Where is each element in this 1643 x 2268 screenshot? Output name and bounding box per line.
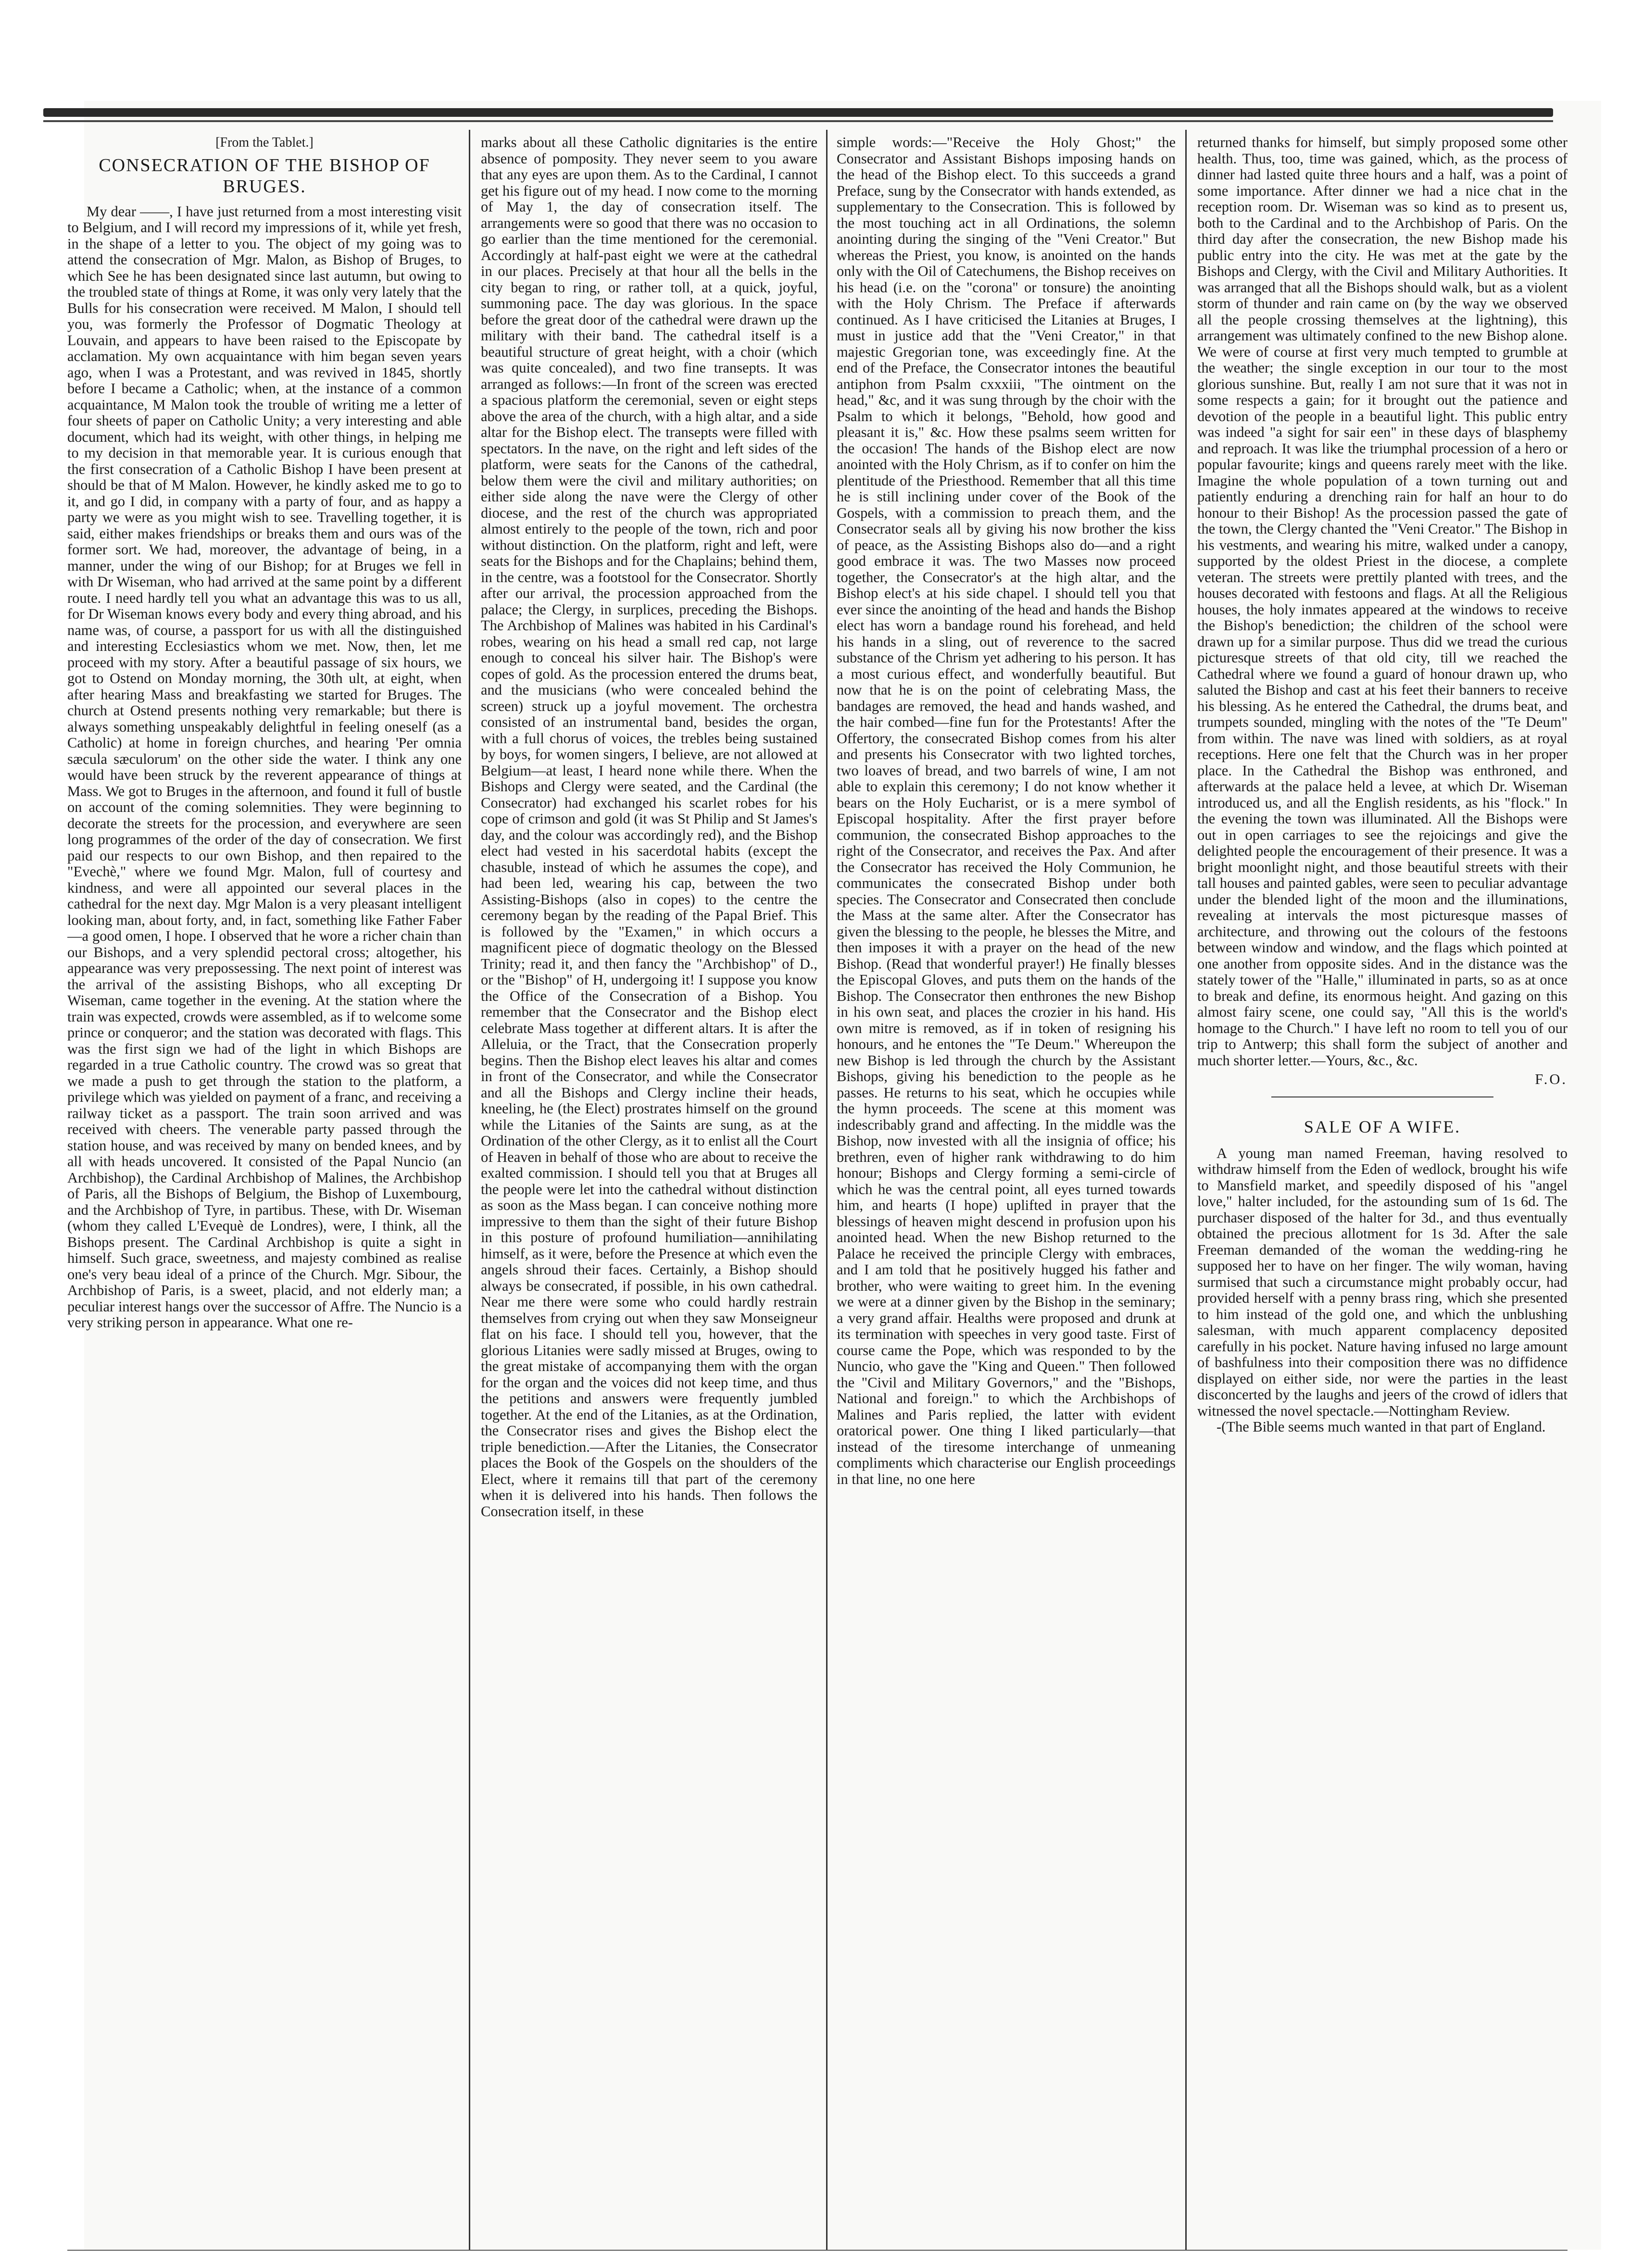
article-signoff: F.O. [1535, 1071, 1568, 1087]
column-4 [1197, 135, 1568, 2245]
column-1 [67, 135, 462, 2245]
column-rule [1185, 130, 1187, 2250]
top-thin-rule [43, 120, 1553, 122]
article-headline: CONSECRATION OF THE BISHOP OF BRUGES. [99, 155, 430, 197]
column-rule [826, 130, 828, 2250]
column-3 [837, 135, 1176, 2245]
column-rule [469, 130, 470, 2250]
bottom-rule [67, 2250, 1568, 2251]
column-2 [481, 135, 817, 2245]
article-body-col1: My dear ——, I have just returned from a most interesting visit to Belgium, and I will record my impressions of it, while yet fresh, in the shape of a letter to you. The object of my going was to attend the consecration of Mgr. Malon, as Bishop of Bruges, to which See he has been designated since last autumn, but owing to the troubled state of things at Rome, it was only very lately that the Bulls for his consecration were received. M Malon, I should tell you, was formerly the Professor of Dogmatic Theology at Louvain, and appears to have been raised to the Episcopate by acclamation. My own acquaintance with him began seven years ago, when I was a Protestant, and was revived in 1845, shortly before I became a Catholic; when, at the instance of a common acquaintance, M Malon took the trouble of writing me a letter of four sheets of paper on Catholic Unity; a very interesting and able document, which had its weight, with other things, in helping me to my decision in that memorable year. It is curious enough that the first consecration of a Catholic Bishop I have been present at should be that of M Malon. However, he kindly asked me to go to it, and go I did, in company with a party of four, and as happy a party we were as you might wish to see. Travelling together, it is said, either makes friendships or breaks them and ours was of the former sort. We had, moreover, the advantage of being, in a manner, under the wing of our Bishop; for at Bruges we fell in with Dr Wiseman, who had arrived at the same point by a different route. I need hardly tell you what an advantage this was to us all, for Dr Wiseman knows every body and every thing abroad, and his name was, of course, a passport for us with all the distinguished and interesting Ecclesiastics whom we met. Now, then, let me proceed with my story. After a beautiful passage of six hours, we got to Ostend on Monday morning, the 30th ult, at eight, when after hearing Mass and breakfasting we started for Bruges. The church at Ostend presents nothing very remarkable; but there is always something unspeakably delightful in feeling oneself (as a Catholic) at home in foreign churches, and hearing 'Per omnia sæcula sæculorum' on the other side the water. I think any one would have been struck by the reverent appearance of things at Mass. We got to Bruges in the afternoon, and found it full of bustle on account of the coming solemnities. They were beginning to decorate the streets for the procession, and everywhere are seen long programmes of the order of the day of consecration. We first paid our respects to our own Bishop, and then repaired to the "Evechè," where we found Mgr. Malon, full of courtesy and kindness, and were all appointed our several places in the cathedral for the next day. Mgr Malon is a very pleasant intelligent looking man, about forty, and, in fact, something like Father Faber—a good omen, I hope. I observed that he wore a richer chain than our Bishops, and a very splendid pectoral cross; altogether, his appearance was very prepossessing. The next point of interest was the arrival of the assisting Bishops, who all excepting Dr Wiseman, came together in the evening. At the station where the train was expected, crowds were assembled, as if to welcome some prince or conqueror; and the station was decorated with flags. This was the first sign we had of the light in which Bishops are regarded in a true Catholic country. The crowd was so great that we made a push to get through the station to the platform, a privilege which was yielded on payment of a franc, and receiving a railway ticket as a passport. The train soon arrived and was received with cheers. The venerable party passed through the station house, and was received by many on bended knees, and by all with heads uncovered. It consisted of the Papal Nuncio (an Archbishop), the Cardinal Archbishop of Malines, the Archbishop of Paris, all the Bishops of Belgium, the Bishop of Luxembourg, and the Archbishop of Tyre, in partibus. These, with Dr. Wiseman (whom they called L'Evequè de Londres), were, I think, all the Bishops present. The Cardinal Archbishop is quite a sight in himself. Such grace, sweetness, and majesty combined as realise one's very beau ideal of a prince of the Church. Mgr. Sibour, the Archbishop of Paris, is a sweet, placid, and not elderly man; a peculiar interest hangs over the successor of Affre. The Nuncio is a very striking person in appearance. What one re- [67, 203, 462, 1331]
article-body-col3: simple words:—"Receive the Holy Ghost;" the Consecrator and Assistant Bishops imposing hands on the head of the Bishop elect. To this succeeds a grand Preface, sung by the Consecrator with hands extended, as supplementary to the Consecration. This is followed by the most touching act in all Ordinations, the solemn anointing during the singing of the "Veni Creator." But whereas the Priest, you know, is anointed on the hands only with the Oil of Catechumens, the Bishop receives on his head (i.e. on the "corona" or tonsure) the anointing with the Holy Chrism. The Preface if afterwards continued. As I have criticised the Litanies at Bruges, I must in justice add that the "Veni Creator," in that majestic Gregorian tone, was exceedingly fine. At the end of the Preface, the Consecrator intones the beautiful antiphon from Psalm cxxxiii, "The ointment on the head," &c, and it was sung through by the choir with the Psalm to which it belongs, "Behold, how good and pleasant it is," &c. How these psalms seem written for the occasion! The hands of the Bishop elect are now anointed with the Holy Chrism, as if to confer on him the plentitude of the Priesthood. Remember that all this time he is still inclining under cover of the Book of the Gospels, with a commission to preach them, and the Consecrator seals all by giving his now brother the kiss of peace, as the Assisting Bishops also do—and a right good embrace it was. The two Masses now proceed together, the Consecrator's at the high altar, and the Bishop elect's at his side chapel. I should tell you that ever since the anointing of the head and hands the Bishop elect has worn a bandage round his forehead, and held his hands in a sling, out of reverence to the sacred substance of the Chrism yet adhering to his person. It has a most curious effect, and wonderfully beautiful. But now that he is on the point of celebrating Mass, the bandages are removed, the head and hands washed, and the hair combed—fine fun for the Protestants! After the Offertory, the consecrated Bishop comes from his alter and presents his Consecrator with two lighted torches, two loaves of bread, and two barrels of wine, I am not able to explain this ceremony; I do not know whether it bears on the Holy Eucharist, or is a mere symbol of Episcopal hospitality. After the first prayer before communion, the consecrated Bishop approaches to the right of the Consecrator, and receives the Pax. And after the Consecrator has received the Holy Communion, he communicates the consecrated Bishop under both species. The Consecrator and Consecrated then conclude the Mass at the same alter. After the Consecrator has given the blessing to the people, he blesses the Mitre, and then imposes it with a prayer on the head of the new Bishop. (Read that wonderful prayer!) He finally blesses the Episcopal Gloves, and puts them on the hands of the Bishop. The Consecrator then enthrones the new Bishop in his own seat, and places the crozier in his hand. His own mitre is removed, as if in token of resigning his honours, and he entones the "Te Deum." Whereupon the new Bishop is led through the church by the Assistant Bishops, giving his benediction to the people as he passes. He returns to his seat, which he occupies while the hymn proceeds. The scene at this moment was indescribably grand and affecting. In the middle was the Bishop, now invested with all the insignia of office; his brethren, even of higher rank withdrawing to do him honour; Bishops and Clergy forming a semi-circle of which he was the central point, all eyes turned towards him, and hearts (I hope) uplifted in prayer that the blessings of heaven might descend in profusion upon his anointed head. When the new Bishop returned to the Palace he received the principle Clergy with embraces, and I am told that he positively hugged his father and brother, who were waiting to greet him. In the evening we were at a dinner given by the Bishop in the seminary; a very grand affair. Healths were proposed and drunk at its termination with speeches in very good taste. First of course came the Pope, which was responded to by the Nuncio, who gave the "King and Queen." Then followed the "Civil and Military Governors," and the "Bishops, National and foreign." to which the Archbishops of Malines and Paris replied, the latter with evident oratorical power. One thing I liked particularly—that instead of the tiresome interchange of unmeaning compliments which characterise our English proceedings in that line, no one here [837, 135, 1176, 1487]
second-article-footnote: -(The Bible seems much wanted in that part of England. [1217, 1419, 1546, 1435]
source-line: [From the Tablet.] [215, 135, 314, 150]
top-decorative-rule [43, 108, 1553, 117]
second-article-headline: SALE OF A WIFE. [1304, 1117, 1461, 1136]
article-body-col2: marks about all these Catholic dignitaries is the entire absence of pomposity. They never seem to you aware that any eyes are upon them. As to the Cardinal, I cannot get his figure out of my head. I now come to the morning of May 1, the day of consecration itself. The arrangements were so good that there was no occasion to go earlier than the time mentioned for the ceremonial. Accordingly at half-past eight we were at the cathedral in our places. Precisely at that hour all the bells in the city began to ring, or rather toll, at a quick, joyful, summoning pace. The day was glorious. In the space before the great door of the cathedral were drawn up the military with their band. The cathedral itself is a beautiful structure of great height, with a choir (which was quite concealed), and two fine transepts. It was arranged as follows:—In front of the screen was erected a spacious platform the ceremonial, seven or eight steps above the area of the church, with a high altar, and a side altar for the Bishop elect. The transepts were filled with spectators. In the nave, on the right and left sides of the platform, were seats for the Canons of the cathedral, below them were the civil and military authorities; on either side along the nave were the Clergy of other diocese, and the rest of the church was appropriated almost entirely to the people of the town, rich and poor without distinction. On the platform, right and left, were seats for the Bishops and for the Chaplains; behind them, in the centre, was a footstool for the Consecrator. Shortly after our arrival, the procession approached from the palace; the Clergy, in surplices, preceding the Bishops. The Archbishop of Malines was habited in his Cardinal's robes, wearing on his head a small red cap, not large enough to conceal his silver hair. The Bishop's were copes of gold. As the procession entered the drums beat, and the musicians (who were concealed behind the screen) struck up a joyful movement. The orchestra consisted of an instrumental band, besides the organ, with a full chorus of voices, the trebles being sustained by boys, for women singers, I believe, are not allowed at Belgium—at least, I heard none while there. When the Bishops and Clergy were seated, and the Cardinal (the Consecrator) had exchanged his scarlet robes for his cope of crimson and gold (it was St Philip and St James's day, and the colour was accordingly red), and the Bishop elect had vested in his sacerdotal habits (except the chasuble, instead of which he assumes the cope), and had been led, wearing his cap, between the two Assisting-Bishops (also in copes) to the centre the ceremony began by the reading of the Papal Brief. This is followed by the "Examen," in which occurs a magnificent piece of dogmatic theology on the Blessed Trinity; read it, and then fancy the "Archbishop" of D., or the "Bishop" of H, undergoing it! I suppose you know the Office of the Consecration of a Bishop. You remember that the Consecrator and the Bishop elect celebrate Mass together at different altars. It is after the Alleluia, or the Tract, that the Consecration properly begins. Then the Bishop elect leaves his altar and comes in front of the Consecrator, and while the Consecrator and all the Bishops and Clergy incline their heads, kneeling, he (the Elect) prostrates himself on the ground while the Litanies of the Saints are sung, as at the Ordination of the other Clergy, as it to enlist all the Court of Heaven in behalf of those who are about to receive the exalted commission. I should tell you that at Bruges all the people were let into the cathedral without distinction as soon as the Mass began. I can conceive nothing more impressive to them than the sight of their future Bishop in this posture of profound humiliation—annihilating himself, as it were, before the Presence at which even the angels shroud their faces. Certainly, a Bishop should always be consecrated, if possible, in his own cathedral. Near me there were some who could hardly restrain themselves from crying out when they saw Monseigneur flat on his face. I should tell you, however, that the glorious Litanies were sadly missed at Bruges, owing to the great mistake of accompanying them with the organ for the organ and the voices did not keep time, and thus the petitions and answers were frequently jumbled together. At the end of the Litanies, as at the Ordination, the Consecrator rises and gives the Bishop elect the triple benediction.—After the Litanies, the Consecrator places the Book of the Gospels on the shoulders of the Elect, where it remains till that part of the ceremony when it is delivered into his hands. Then follows the Consecration itself, in these [481, 135, 817, 1520]
second-article-body: A young man named Freeman, having resolved to withdraw himself from the Eden of wedlock, brought his wife to Mansfield market, and speedily disposed of his "angel love," halter included, for the astounding sum of 1s 6d. The purchaser disposed of the halter for 3d., and thus eventually obtained the precious allotment for 1s 3d. After the sale Freeman demanded of the woman the wedding-ring he supposed her to have on her finger. The wily woman, having surmised that such a circumstance might probably occur, had provided herself with a penny brass ring, which she presented to him instead of the gold one, and which the unblushing salesman, with much apparent complacency deposited carefully in his pocket. Nature having infused no large amount of bashfulness into their composition there was no diffidence displayed on either side, nor were the parties in the least disconcerted by the laughs and jeers of the crowd of idlers that witnessed the novel spectacle.—Nottingham Review. [1197, 1145, 1568, 1419]
article-body-col4: returned thanks for himself, but simply proposed some other health. Thus, too, time was gained, which, as the process of dinner had lasted quite three hours and a half, was a point of some importance. After dinner we had a nice chat in the reception room. Dr. Wiseman was so kind as to present us, both to the Cardinal and to the Archbishop of Paris. On the third day after the consecration, the new Bishop made his public entry into the city. He was met at the gate by the Bishops and Clergy, with the Civil and Military Authorities. It was arranged that all the Bishops should walk, but as a violent storm of thunder and rain came on (by the way we observed all the people crossing themselves at the lightning), this arrangement was ultimately confined to the new Bishop alone. We were of course at first very much tempted to grumble at the weather; the single exception in our tour to the most glorious sunshine. But, really I am not sure that it was not in some respects a gain; for it brought out the patience and devotion of the people in a beautiful light. This public entry was indeed "a sight for sair een" in these days of blasphemy and reproach. It was like the triumphal procession of a hero or popular favourite; kings and queens rarely meet with the like. Imagine the whole population of a town turning out and patiently enduring a drenching rain for half an hour to do honour to their Bishop! As the procession passed the gate of the town, the Clergy chanted the "Veni Creator." The Bishop in his vestments, and wearing his mitre, walked under a canopy, supported by the oldest Priest in the diocese, a complete veteran. The streets were prettily planted with trees, and the houses decorated with festoons and flags. At all the Religious houses, the holy inmates appeared at the windows to receive the Bishop's benediction; the children of the school were drawn up for a similar purpose. Thus did we tread the curious picturesque streets of that old city, till we reached the Cathedral where we found a guard of honour drawn up, who saluted the Bishop and cast at his feet their banners to receive his blessing. As he entered the Cathedral, the drums beat, and trumpets sounded, mingling with the notes of the "Te Deum" from within. The nave was lined with soldiers, as at royal receptions. Here one felt that the Church was in her proper place. In the Cathedral the Bishop was enthroned, and afterwards at the palace held a levee, at which Dr. Wiseman introduced us, and all the English residents, as his "flock." In the evening the town was illuminated. All the Bishops were out in open carriages to see the rejoicings and give the delighted people the encouragement of their presence. It was a bright moonlight night, and those beautiful streets with their tall houses and painted gables, were seen to peculiar advantage under the blended light of the moon and the illuminations, revealing at intervals the most picturesque masses of architecture, and throwing out the colours of the festoons between window and window, and the flags which pointed at one another from opposite sides. And in the distance was the stately tower of the "Halle," illuminated in parts, so as at once to break and define, its enormous height. And gazing on this almost fairy scene, one could say, "All this is the world's homage to the Church." I have left no room to tell you of our trip to Antwerp; this shall form the subject of another and much shorter letter.—Yours, &c., &c. [1197, 135, 1568, 1069]
